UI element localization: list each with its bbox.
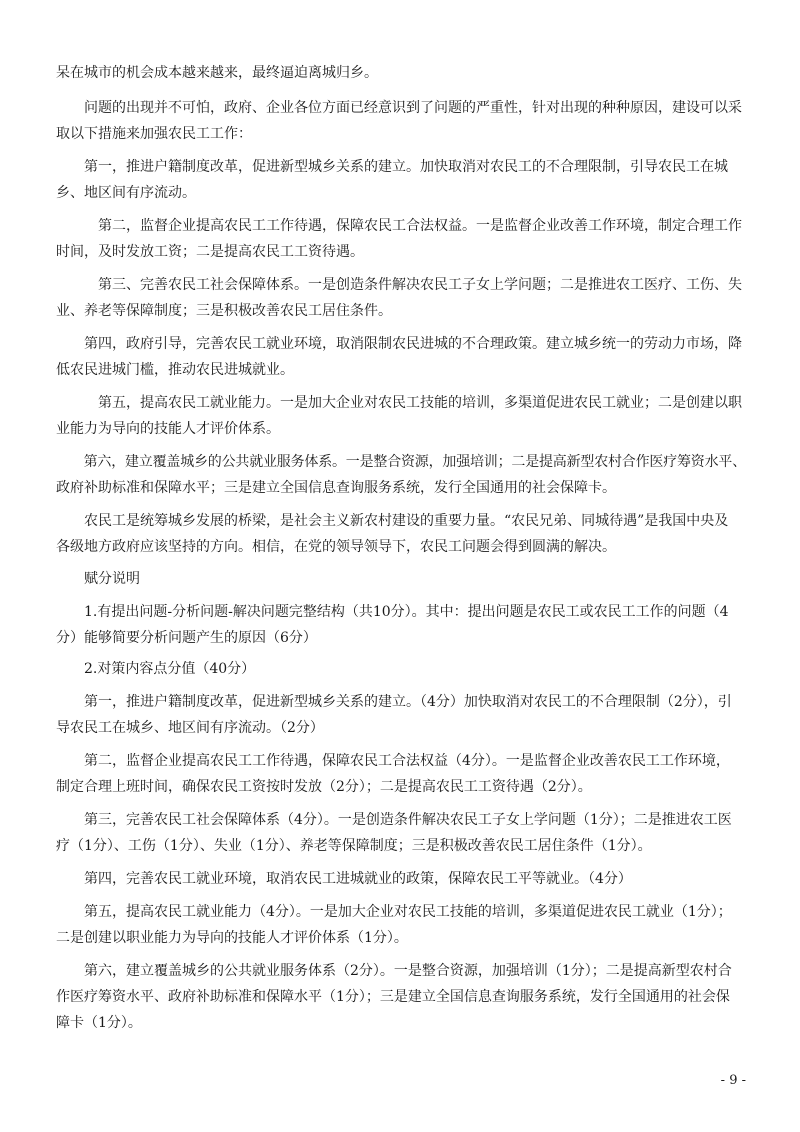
- text-line: 第五，提高农民工就业能力。一是加大企业对农民工技能的培训，多渠道促进农民工就业；二是创建以职: [56, 395, 742, 411]
- text-line: 制定合理上班时间，确保农民工资按时发放（2分）；二是提高农民工工资待遇（2分）。: [56, 779, 592, 795]
- text-line: 导农民工在城乡、地区间有序流动。（2分）: [56, 720, 324, 736]
- scoring-item-2: [56, 656, 746, 682]
- scoring-item-1: [56, 599, 746, 651]
- paragraph-measure-2: [56, 213, 746, 265]
- text-line: 第一，推进户籍制度改革，促进新型城乡关系的建立。加快取消对农民工的不合理限制，引导农民工在城: [56, 159, 728, 175]
- text-line: 各级地方政府应该坚持的方向。相信，在党的领导领导下，农民工问题会得到圆满的解决。: [56, 539, 616, 555]
- paragraph-conclusion: [56, 508, 746, 560]
- text-line: 作医疗筹资水平、政府补助标准和保障水平（1分）；三是建立全国信息查询服务系统，发行全国通用的社会保: [56, 989, 730, 1005]
- text-line: 业、养老等保障制度；三是积极改善农民工居住条件。: [56, 303, 392, 319]
- text-line: 呆在城市的机会成本越来越来，最终逼迫离城归乡。: [56, 65, 378, 81]
- text-line: 第三、完善农民工社会保障体系。一是创造条件解决农民工子女上学问题；二是推进农工医疗、工伤、失: [56, 277, 742, 293]
- paragraph-intro-tail: [56, 60, 746, 86]
- text-line: 乡、地区间有序流动。: [56, 185, 196, 201]
- scoring-point-3: [56, 807, 746, 859]
- text-line: 第六，建立覆盖城乡的公共就业服务体系（2分）。一是整合资源，加强培训（1分）；二是提高新型农村合: [56, 963, 732, 979]
- text-line: 疗（1分）、工伤（1分）、失业（1分）、养老等保障制度；三是积极改善农民工居住条件（1分）。: [56, 838, 652, 854]
- text-line: 第四，完善农民工就业环境，取消农民工进城就业的政策，保障农民工平等就业。（4分）: [56, 871, 632, 887]
- text-line: 农民工是统筹城乡发展的桥梁，是社会主义新农村建设的重要力量。“农民兄弟、同城待遇”是我国中央及: [56, 513, 729, 529]
- text-line: 分）能够简要分析问题产生的原因（6分）: [56, 630, 317, 646]
- paragraph-measure-4: [56, 331, 746, 383]
- text-line: 取以下措施来加强农民工工作：: [56, 126, 252, 142]
- scoring-point-6: [56, 958, 746, 1036]
- text-line: 问题的出现并不可怕，政府、企业各位方面已经意识到了问题的严重性，针对出现的种种原因，建设可以采: [56, 100, 742, 116]
- text-line: 第四，政府引导，完善农民工就业环境，取消限制农民进城的不合理政策。建立城乡统一的劳动力市场，降: [56, 336, 742, 352]
- text-line: 障卡（1分）。: [56, 1015, 142, 1031]
- scoring-point-5: [56, 899, 746, 951]
- text-line: 低农民进城门槛，推动农民进城就业。: [56, 362, 294, 378]
- text-line: 政府补助标准和保障水平；三是建立全国信息查询服务系统，发行全国通用的社会保障卡。: [56, 480, 616, 496]
- scoring-heading: [56, 566, 746, 592]
- page-number: - 9 -: [720, 1073, 746, 1088]
- text-line: 第三，完善农民工社会保障体系（4分）。一是创造条件解决农民工子女上学问题（1分）；二是推进农工医: [56, 812, 732, 828]
- text-line: 第五，提高农民工就业能力（4分）。一是加大企业对农民工技能的培训，多渠道促进农民工就业（1分）；: [56, 904, 732, 920]
- text-line: 二是创建以职业能力为导向的技能人才评价体系（1分）。: [56, 930, 408, 946]
- text-line: 业能力为导向的技能人才评价体系。: [56, 421, 280, 437]
- paragraph-measure-1: [56, 154, 746, 206]
- scoring-point-4: [56, 866, 746, 892]
- text-line: 第六，建立覆盖城乡的公共就业服务体系。一是整合资源，加强培训；二是提高新型农村合作医疗筹资水平、: [56, 454, 746, 470]
- text-line: 2.对策内容点分值（40分）: [56, 661, 256, 677]
- text-line: 第二，监督企业提高农民工工作待遇，保障农民工合法权益。一是监督企业改善工作环境，制定合理工作: [56, 218, 742, 234]
- text-line: 时间，及时发放工资；二是提高农民工工资待遇。: [56, 244, 364, 260]
- text-line: 1.有提出问题-分析问题-解决问题完整结构（共10分）。其中：提出问题是农民工或农民工工作的问题（4: [56, 604, 729, 620]
- paragraph-measure-5: [56, 390, 746, 442]
- text-line: 赋分说明: [56, 571, 140, 587]
- text-line: 第一，推进户籍制度改革，促进新型城乡关系的建立。（4分）加快取消对农民工的不合理限制（2分），引: [56, 694, 732, 710]
- text-line: 第二，监督企业提高农民工工作待遇，保障农民工合法权益（4分）。一是监督企业改善农民工工作环境，: [56, 753, 730, 769]
- scoring-point-2: [56, 748, 746, 800]
- paragraph-measure-3: [56, 272, 746, 324]
- paragraph-problem-statement: [56, 95, 746, 147]
- scoring-point-1: [56, 689, 746, 741]
- paragraph-measure-6: [56, 449, 746, 501]
